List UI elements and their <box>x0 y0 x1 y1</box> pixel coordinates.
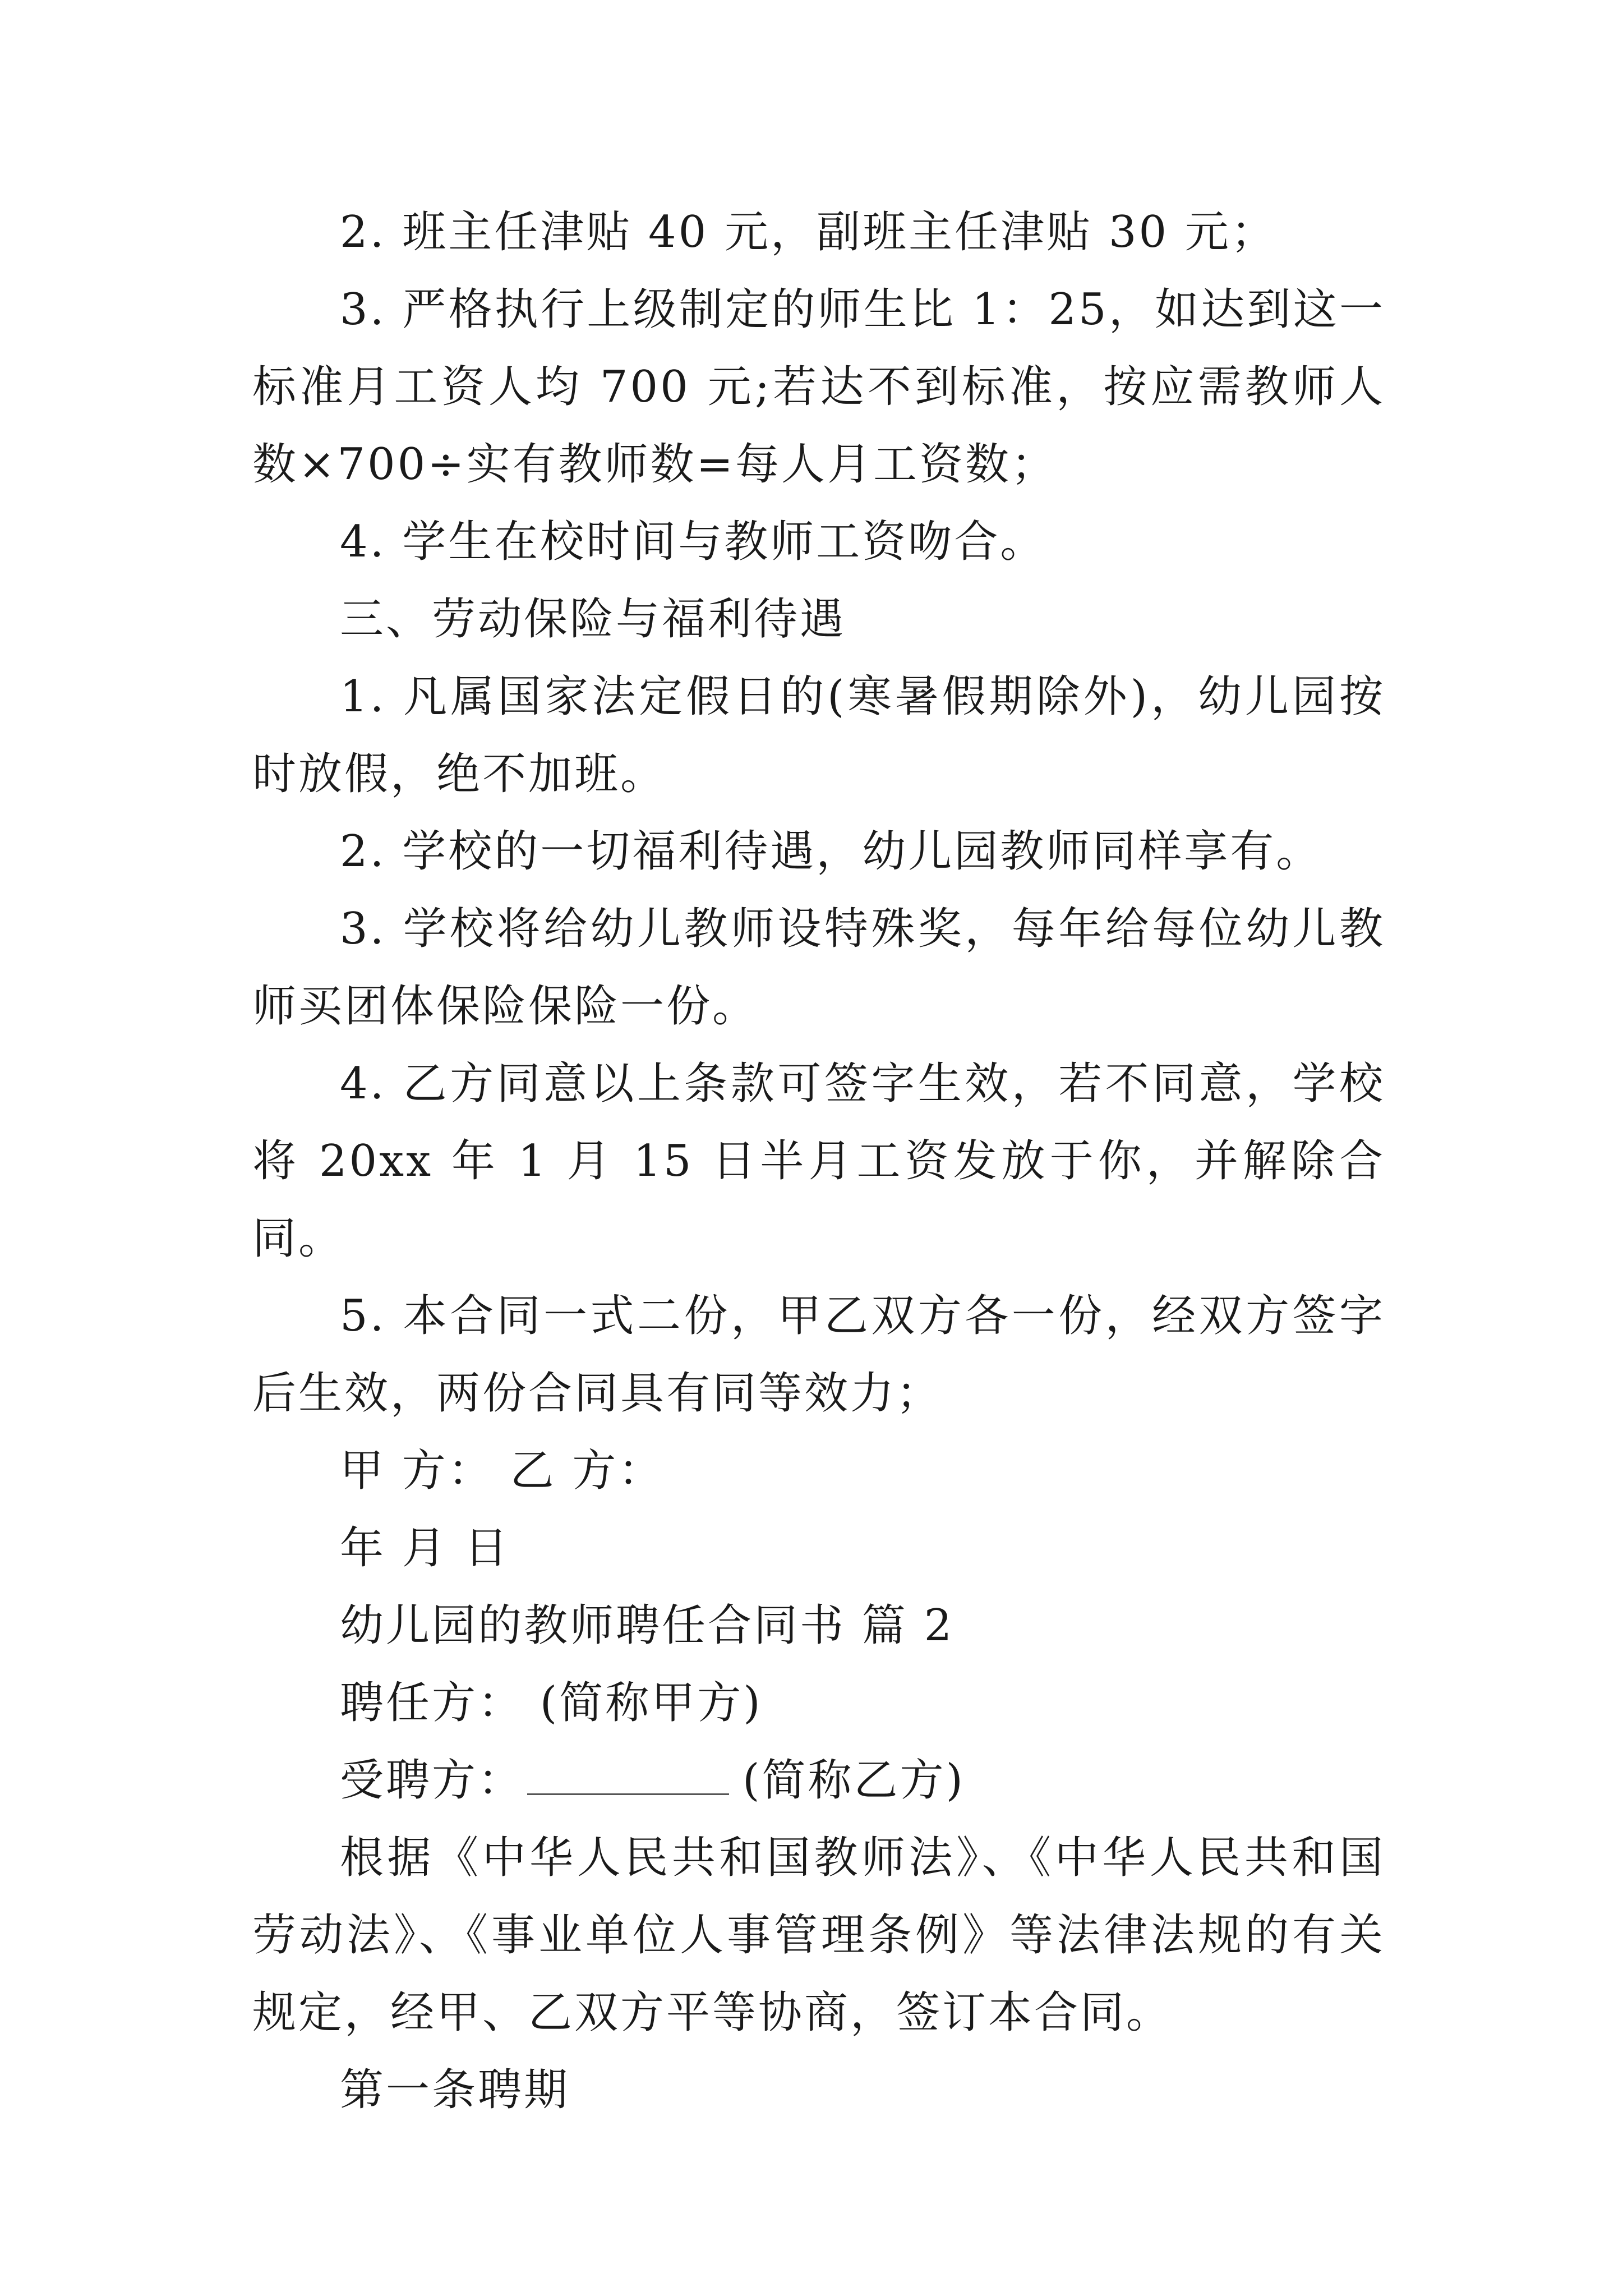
employee-suffix: (简称乙方) <box>743 1755 965 1806</box>
employer-line: 聘任方： (简称甲方) <box>340 1678 763 1728</box>
contract-title: 幼儿园的教师聘任合同书 篇 2 <box>340 1600 955 1651</box>
paragraph: 根据《中华人民共和国教师法》、《中华人民共和国劳动法》、《事业单位人事管理条例》等法律法规的有关规定，经甲、乙双方平等协商，签订本合同。 <box>252 1833 1385 2038</box>
signature-date: 年 月 日 <box>340 1523 510 1573</box>
paragraph: 3. 严格执行上级制定的师生比 1：25，如达到这一标准月工资人均 700 元;若达不到标准，按应需教师人数×700÷实有教师数=每人月工资数； <box>252 284 1385 490</box>
employee-label: 受聘方： <box>340 1755 524 1806</box>
article-heading: 第一条聘期 <box>340 2065 570 2115</box>
employee-line <box>252 1742 1385 1819</box>
paragraph: 4. 学生在校时间与教师工资吻合。 <box>340 517 1046 567</box>
paragraph: 4. 乙方同意以上条款可签字生效，若不同意，学校将 20xx 年 1 月 15 日半月工资发放于你，并解除合同。 <box>252 1059 1385 1264</box>
paragraph: 1. 凡属国家法定假日的(寒暑假期除外)，幼儿园按时放假，绝不加班。 <box>252 671 1385 799</box>
contract-text <box>252 194 1385 2129</box>
paragraph: 2. 班主任津贴 40 元，副班主任津贴 30 元； <box>340 207 1277 257</box>
paragraph: 5. 本合同一式二份，甲乙双方各一份，经双方签字后生效，两份合同具有同等效力； <box>252 1291 1385 1419</box>
signature-parties: 甲 方： 乙 方： <box>340 1446 665 1496</box>
employee-blank <box>527 1752 729 1795</box>
paragraph: 2. 学校的一切福利待遇，幼儿园教师同样享有。 <box>340 826 1322 877</box>
section-heading: 三、劳动保险与福利待遇 <box>340 594 846 645</box>
paragraph: 3. 学校将给幼儿教师设特殊奖，每年给每位幼儿教师买团体保险保险一份。 <box>252 904 1385 1032</box>
